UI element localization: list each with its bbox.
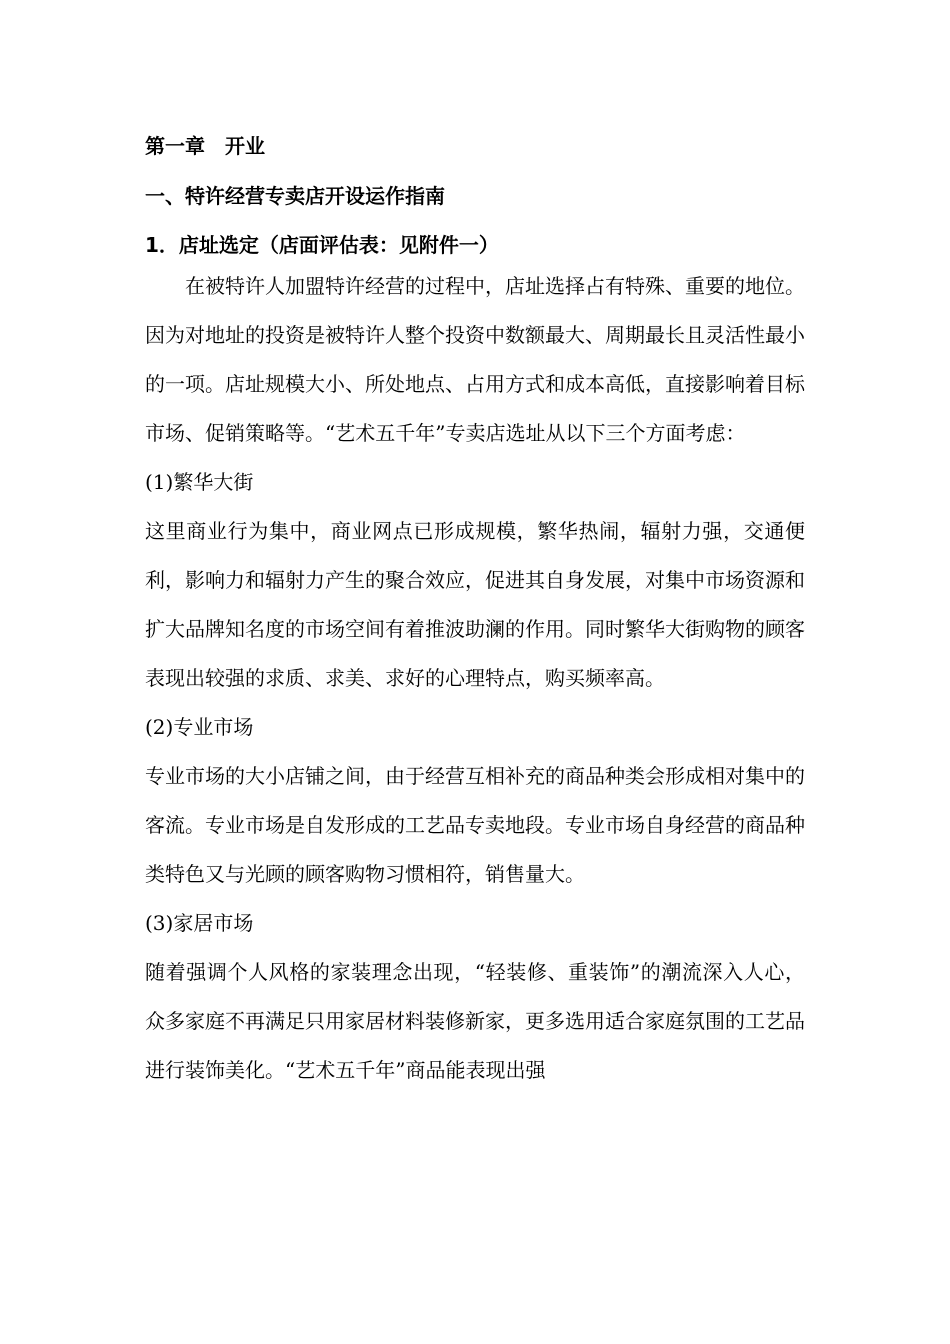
document-page [145,126,805,1095]
chapter-number: 第一章 [145,134,205,158]
subsection-heading: 1．店址选定（店面评估表：见附件一） [145,233,499,257]
item-title-busy-street: (1)繁华大街 [145,470,254,494]
item-title-specialty-market: (2)专业市场 [145,715,254,739]
item-text-specialty-market: 专业市场的大小店铺之间，由于经营互相补充的商品种类会形成相对集中的客流。专业市场是自发形成的工艺品专卖地段。专业市场自身经营的商品种类特色又与光顾的顾客购物习惯相符，销售量大。 [145,764,805,886]
section-heading: 一、特许经营专卖店开设运作指南 [145,184,445,208]
chapter-title: 开业 [225,134,265,158]
intro-paragraph: 在被特许人加盟特许经营的过程中，店址选择占有特殊、重要的地位。因为对地址的投资是被特许人整个投资中数额最大、周期最长且灵活性最小的一项。店址规模大小、所处地点、占用方式和成本高低，直接影响着目标市场、促销策略等。“艺术五千年”专卖店选址从以下三个方面考虑： [145,274,805,445]
item-title-home-market: (3)家居市场 [145,911,254,935]
item-text-home-market: 随着强调个人风格的家装理念出现，“轻装修、重装饰”的潮流深入人心，众多家庭不再满足只用家居材料装修新家，更多选用适合家庭氛围的工艺品进行装饰美化。“艺术五千年”商品能表现出强 [145,960,805,1082]
chapter-heading [145,134,805,159]
item-text-busy-street: 这里商业行为集中，商业网点已形成规模，繁华热闹，辐射力强，交通便利，影响力和辐射力产生的聚合效应，促进其自身发展，对集中市场资源和扩大品牌知名度的市场空间有着推波助澜的作用。同时繁华大街购物的顾客表现出较强的求质、求美、求好的心理特点，购买频率高。 [145,519,805,690]
